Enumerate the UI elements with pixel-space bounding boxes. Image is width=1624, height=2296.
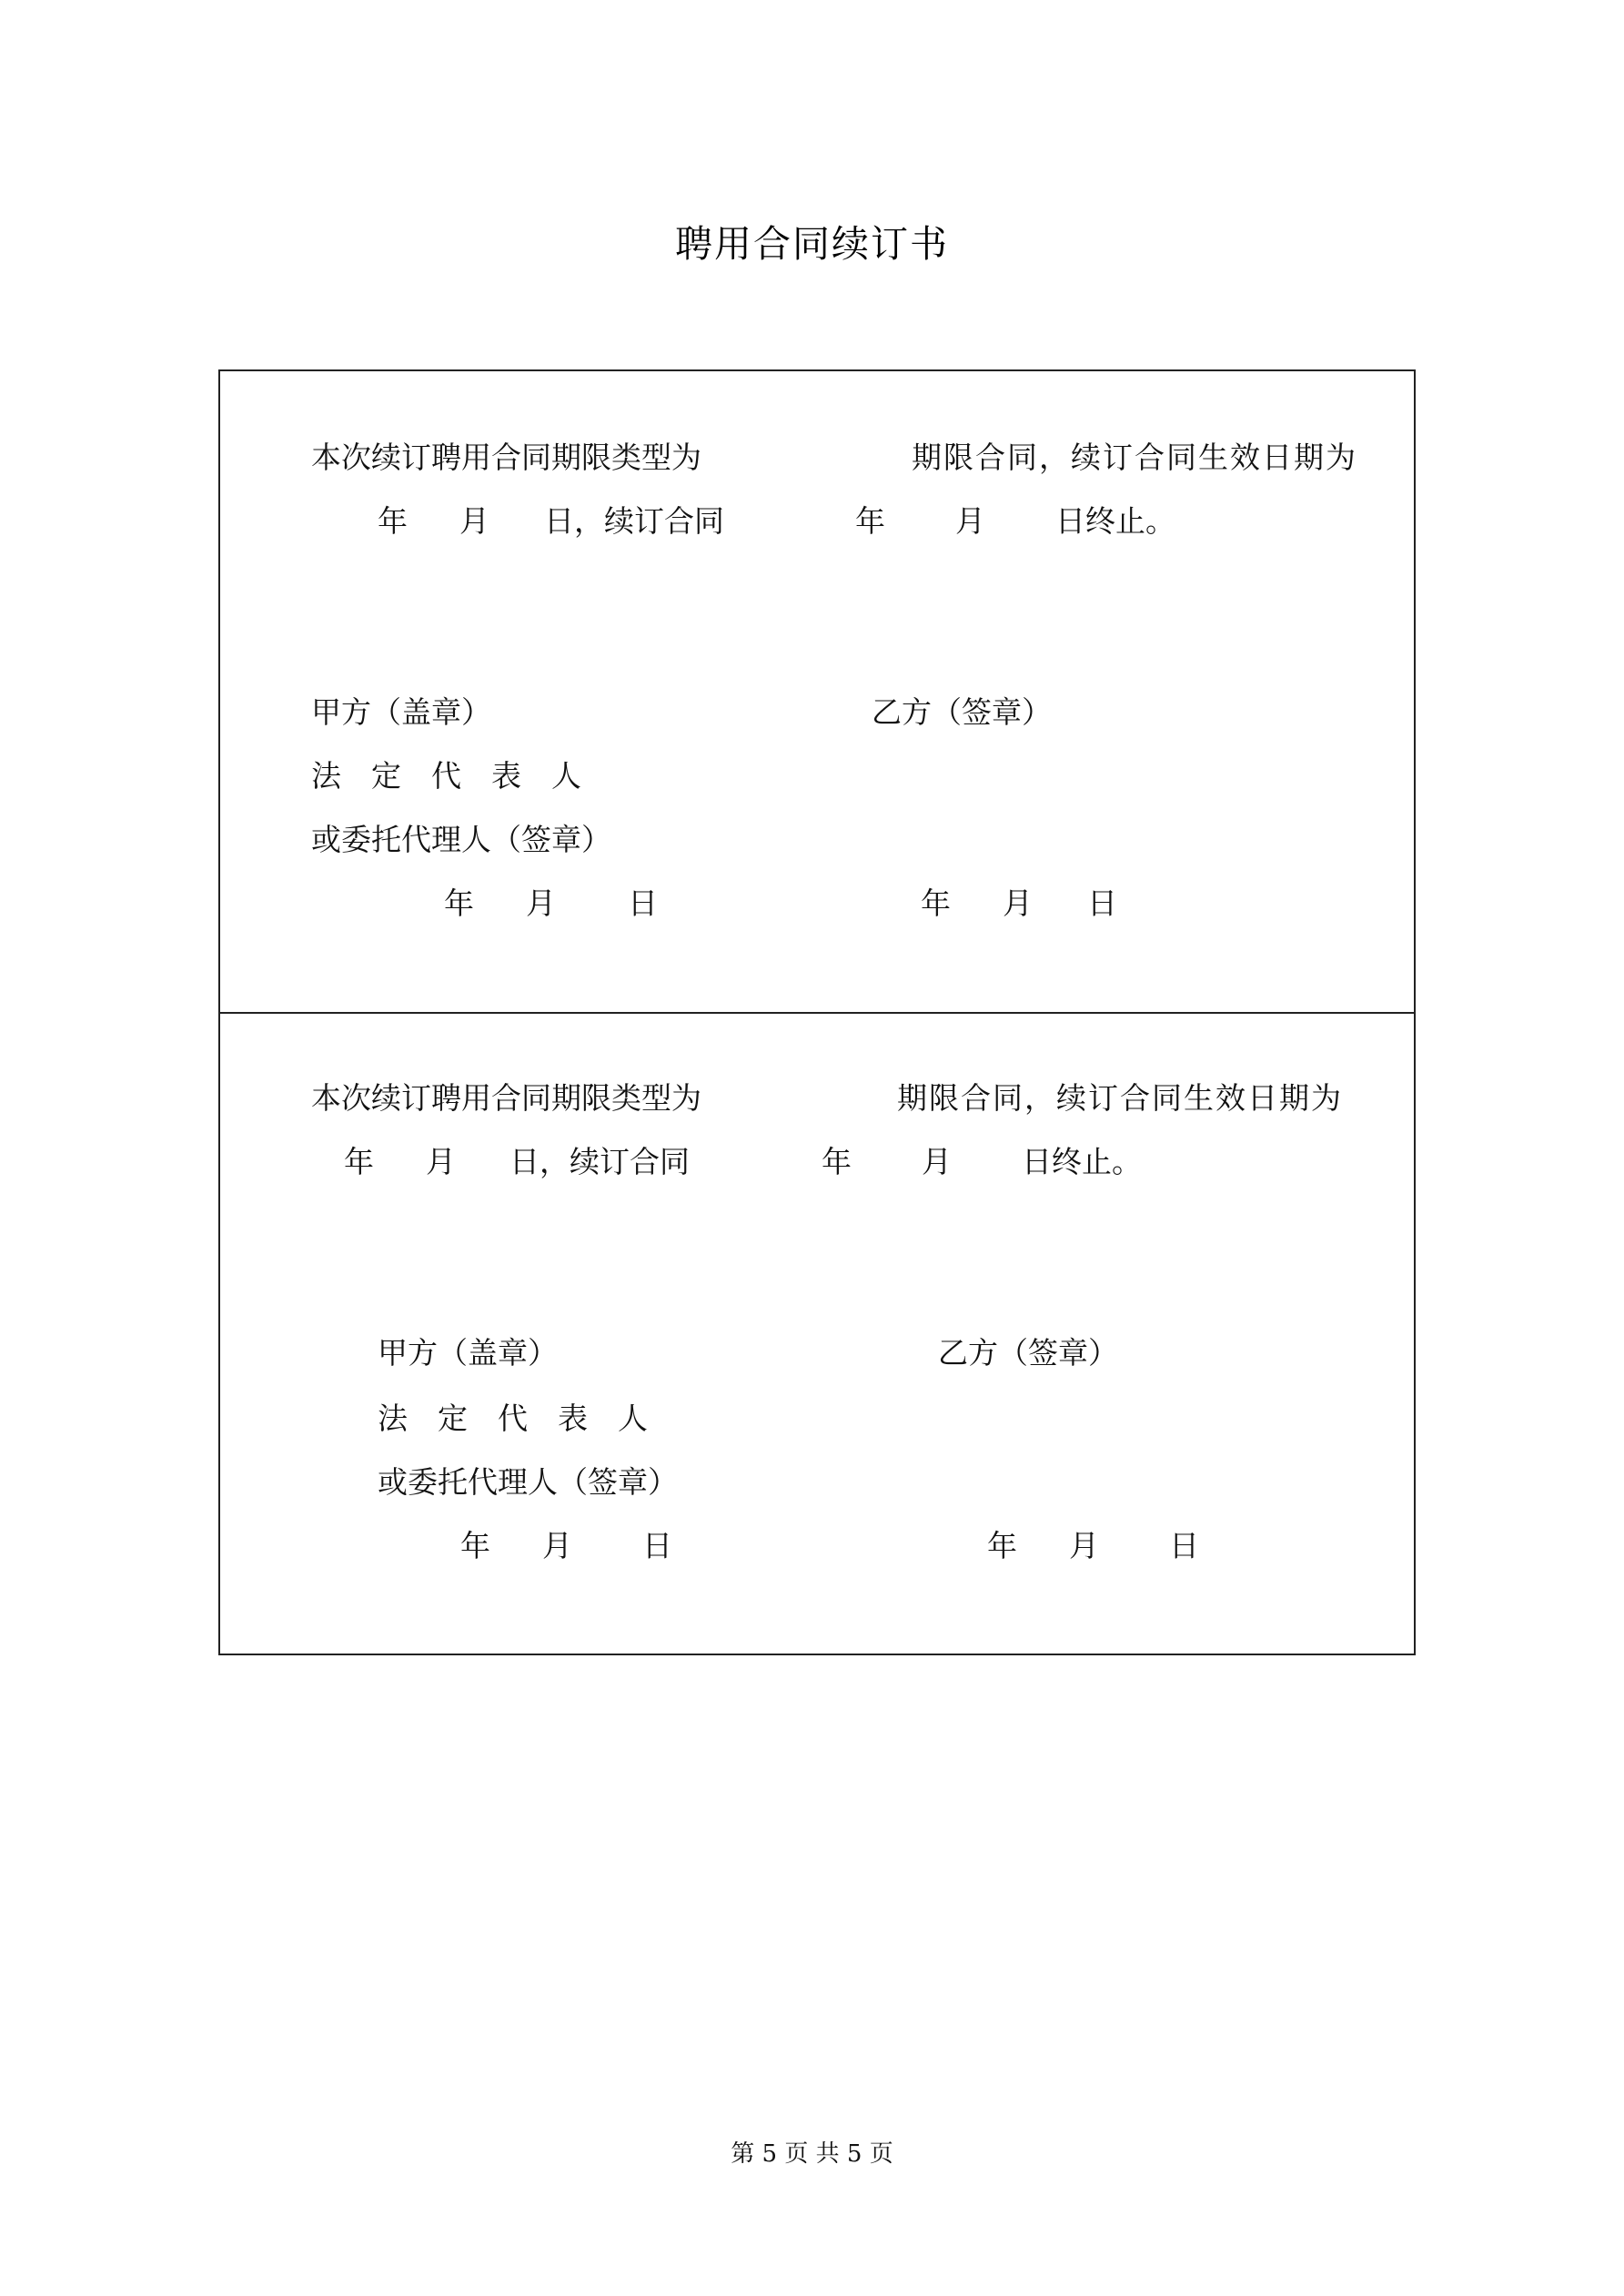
- party-a-sign-month: 月: [542, 1528, 572, 1563]
- party-b-sign-month: 月: [1069, 1528, 1099, 1563]
- start-month-label: 月: [426, 1144, 456, 1179]
- party-b-label: 乙方（签章）: [938, 1335, 1118, 1371]
- party-a-label: 甲方（盖章）: [311, 694, 491, 730]
- party-b-sign-month: 月: [1003, 885, 1033, 921]
- party-a-sign-month: 月: [526, 885, 556, 921]
- party-b-sign-year: 年: [987, 1528, 1017, 1563]
- start-day-renew-label: 日，续订合同: [509, 1144, 690, 1179]
- party-a-sign-day: 日: [628, 885, 658, 921]
- party-a-label: 甲方（盖章）: [378, 1335, 558, 1371]
- term-type-label: 本次续订聘用合同期限类型为: [311, 1080, 701, 1116]
- party-b-sign-year: 年: [921, 885, 951, 921]
- agent-signature-label: 或委托代理人（签章）: [311, 822, 611, 857]
- party-a-sign-year: 年: [460, 1528, 490, 1563]
- start-year-label: 年: [344, 1144, 374, 1179]
- party-a-sign-year: 年: [444, 885, 474, 921]
- party-b-label: 乙方（签章）: [872, 694, 1052, 730]
- start-day-renew-label: 日，续订合同: [544, 503, 724, 539]
- page-title: 聘用合同续订书: [675, 222, 949, 266]
- effective-date-label: 期限合同，续订合同生效日期为: [912, 440, 1357, 475]
- party-b-sign-day: 日: [1169, 1528, 1199, 1563]
- end-day-label: 日终止。: [1022, 1144, 1142, 1179]
- term-type-label: 本次续订聘用合同期限类型为: [311, 440, 701, 475]
- effective-date-label: 期限合同，续订合同生效日期为: [897, 1080, 1343, 1116]
- end-month-label: 月: [922, 1144, 952, 1179]
- end-day-label: 日终止。: [1055, 503, 1175, 539]
- end-year-label: 年: [822, 1144, 852, 1179]
- page-number-footer: 第 5 页 共 5 页: [731, 2140, 893, 2168]
- legal-representative-label: 法 定 代 表 人: [311, 758, 581, 794]
- legal-representative-label: 法 定 代 表 人: [378, 1401, 648, 1436]
- start-year-label: 年: [378, 503, 408, 539]
- agent-signature-label: 或委托代理人（签章）: [378, 1464, 678, 1500]
- party-b-sign-day: 日: [1087, 885, 1117, 921]
- start-month-label: 月: [459, 503, 489, 539]
- end-month-label: 月: [955, 503, 985, 539]
- party-a-sign-day: 日: [642, 1528, 672, 1563]
- end-year-label: 年: [855, 503, 885, 539]
